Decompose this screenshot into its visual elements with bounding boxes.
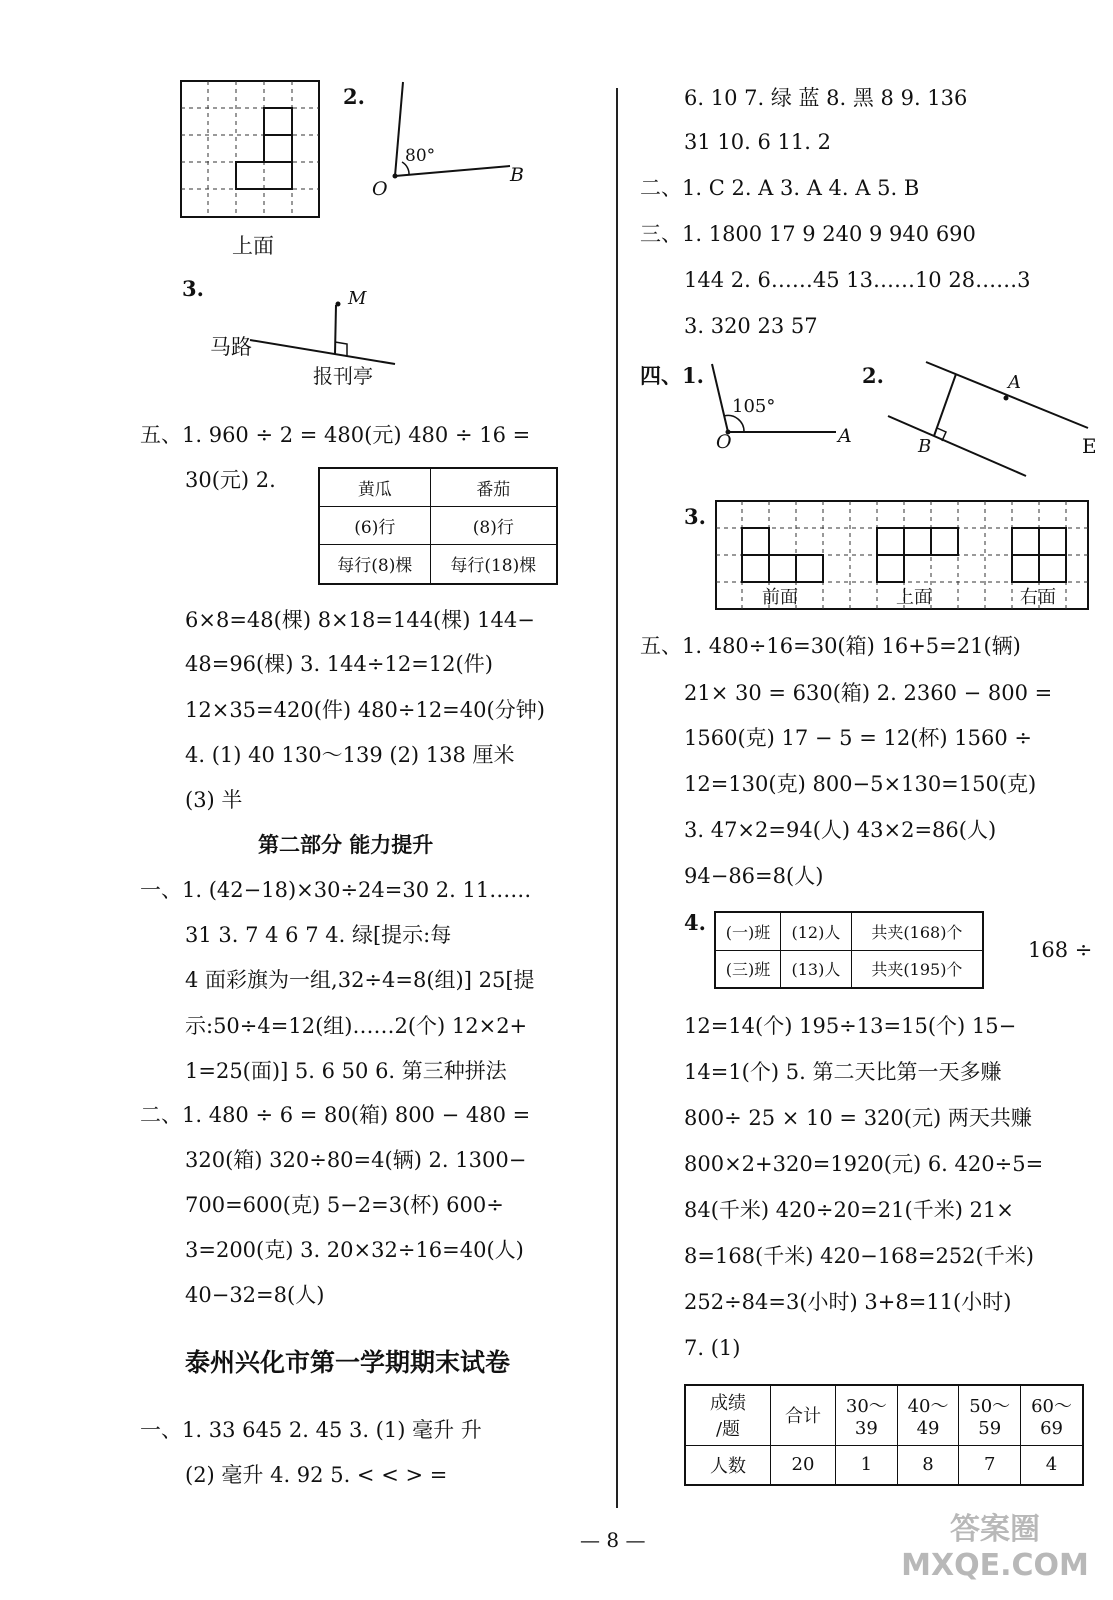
table-cell: (6)行: [319, 506, 430, 544]
question-number: 2.: [343, 84, 365, 109]
question-number: 3.: [182, 276, 204, 301]
answer-line: 12=14(个) 195÷13=15(个) 15−: [684, 1014, 1017, 1038]
answer-line: 4 面彩旗为一组,32÷4=8(组)] 25[提: [185, 968, 535, 992]
table-header: 30～ 39: [836, 1385, 898, 1445]
table-cell: 番茄: [430, 468, 557, 506]
answer-line: (3) 半: [185, 788, 243, 812]
question-number: 3.: [684, 504, 706, 529]
point-o-label: O: [716, 431, 732, 453]
answer-line: 12×35=420(件) 480÷12=40(分钟): [185, 698, 545, 722]
answer-line: 五、1. 480÷16=30(箱) 16+5=21(辆): [640, 634, 1021, 658]
section-title: 第二部分 能力提升: [258, 832, 434, 857]
answer-line: 144 2. 6……45 13……10 28……3: [684, 268, 1031, 292]
answer-line: 800×2+320=1920(元) 6. 420÷5=: [684, 1152, 1044, 1176]
point-b-label: B: [918, 436, 932, 457]
table-cell: (12)人: [780, 912, 851, 950]
answer-line: 94−86=8(人): [684, 864, 824, 888]
view-label-front: 前面: [762, 587, 798, 608]
answer-line: 二、1. 480 ÷ 6 = 80(箱) 800 − 480 =: [140, 1103, 531, 1127]
answer-line: 14=1(个) 5. 第二天比第一天多赚: [684, 1060, 1002, 1084]
answer-line: 3. 320 23 57: [684, 314, 818, 338]
point-a-label: A: [1008, 372, 1021, 393]
table-header: 40～ 49: [897, 1385, 959, 1445]
answer-line: 7. (1): [684, 1336, 741, 1360]
question-number: 2.: [862, 363, 884, 388]
table-cell: 黄瓜: [319, 468, 430, 506]
answer-line: 4. (1) 40 130～139 (2) 138 厘米: [185, 743, 515, 767]
table-cell: 人数: [685, 1445, 771, 1485]
answer-line: 252÷84=3(小时) 3+8=11(小时): [684, 1290, 1012, 1314]
answer-line: (2) 毫升 4. 92 5. < < > =: [185, 1463, 448, 1487]
road-label: 马路: [210, 335, 252, 359]
answer-line: 800÷ 25 × 10 = 320(元) 两天共赚: [684, 1106, 1032, 1130]
answer-line: 三、1. 1800 17 9 240 9 940 690: [640, 222, 976, 246]
answer-line: 700=600(克) 5−2=3(杯) 600÷: [185, 1193, 504, 1217]
table-cell: 1: [836, 1445, 898, 1485]
question-number: 四、1.: [640, 363, 704, 388]
answer-line: 6×8=48(棵) 8×18=144(棵) 144−: [185, 608, 535, 632]
table-cell: (13)人: [780, 950, 851, 988]
angle-80-figure: [375, 80, 525, 190]
answer-line: 一、1. (42−18)×30÷24=30 2. 11……: [140, 878, 532, 902]
column-divider: [616, 88, 618, 1508]
point-a-label: A: [838, 425, 852, 447]
answer-line: 示:50÷4=12(组)……2(个) 12×2+: [185, 1014, 528, 1038]
answer-line: 12=130(克) 800−5×130=150(克): [684, 772, 1037, 796]
answer-line: 31 10. 6 11. 2: [684, 130, 831, 154]
answer-line: 30(元) 2.: [185, 468, 276, 492]
table-cell: 7: [959, 1445, 1021, 1485]
table-cell: 共夹(168)个: [851, 912, 983, 950]
table-cell: 20: [771, 1445, 836, 1485]
answer-line: 五、1. 960 ÷ 2 = 480(元) 480 ÷ 16 =: [140, 423, 531, 447]
table-header: 50～ 59: [959, 1385, 1021, 1445]
answer-line: 320(箱) 320÷80=4(辆) 2. 1300−: [185, 1148, 527, 1172]
parallel-lines-figure: [888, 358, 1098, 478]
top-view-grid-figure: [180, 80, 330, 220]
answer-line: 1560(克) 17 − 5 = 12(杯) 1560 ÷: [684, 726, 1032, 750]
answer-line: 21× 30 = 630(箱) 2. 2360 − 800 =: [684, 681, 1053, 705]
answer-line: 6. 10 7. 绿 蓝 8. 黑 8 9. 136: [684, 86, 968, 110]
angle-label: 105°: [732, 396, 776, 417]
angle-label: 80°: [405, 146, 436, 166]
point-o-label: O: [372, 178, 388, 200]
answer-line: 84(千米) 420÷20=21(千米) 21×: [684, 1198, 1014, 1222]
table-header: 成绩 /题: [685, 1385, 771, 1445]
page-number: — 8 —: [580, 1528, 646, 1552]
answer-line: 1=25(面)] 5. 6 50 6. 第三种拼法: [185, 1059, 507, 1083]
table-cell: 每行(18)棵: [430, 544, 557, 584]
score-table: [684, 1384, 1084, 1486]
table-cell: (三)班: [715, 950, 780, 988]
exam-title: 泰州兴化市第一学期期末试卷: [185, 1348, 511, 1377]
table-cell: 每行(8)棵: [319, 544, 430, 584]
point-e-label: E: [1082, 434, 1097, 458]
watermark: 答案圈 MXQE.COM: [901, 1512, 1089, 1583]
answer-line: 二、1. C 2. A 3. A 4. A 5. B: [640, 176, 920, 200]
view-label-top: 上面: [896, 587, 932, 608]
answer-line: 168 ÷: [1028, 938, 1093, 962]
view-label-right: 右面: [1020, 587, 1056, 608]
answer-line: 8=168(千米) 420−168=252(千米): [684, 1244, 1034, 1268]
answer-line: 40−32=8(人): [185, 1283, 325, 1307]
question-number: 4.: [684, 910, 706, 935]
table-cell: 共夹(195)个: [851, 950, 983, 988]
table-header: 60～ 69: [1021, 1385, 1083, 1445]
table-cell: 8: [897, 1445, 959, 1485]
table-cell: 4: [1021, 1445, 1083, 1485]
table-cell: (8)行: [430, 506, 557, 544]
answer-line: 3=200(克) 3. 20×32÷16=40(人): [185, 1238, 524, 1262]
answer-line: 31 3. 7 4 6 7 4. 绿[提示:每: [185, 923, 452, 947]
grid-label: 上面: [232, 234, 274, 258]
kiosk-label: 报刊亭: [313, 364, 373, 388]
table-header: 合计: [771, 1385, 836, 1445]
answer-line: 3. 47×2=94(人) 43×2=86(人): [684, 818, 997, 842]
point-b-label: B: [510, 164, 524, 186]
class-clip-table: [714, 911, 984, 989]
point-m-label: M: [348, 288, 367, 309]
answer-line: 一、1. 33 645 2. 45 3. (1) 毫升 升: [140, 1418, 482, 1442]
answer-line: 48=96(棵) 3. 144÷12=12(件): [185, 652, 493, 676]
planting-table: [318, 467, 558, 585]
table-cell: (一)班: [715, 912, 780, 950]
